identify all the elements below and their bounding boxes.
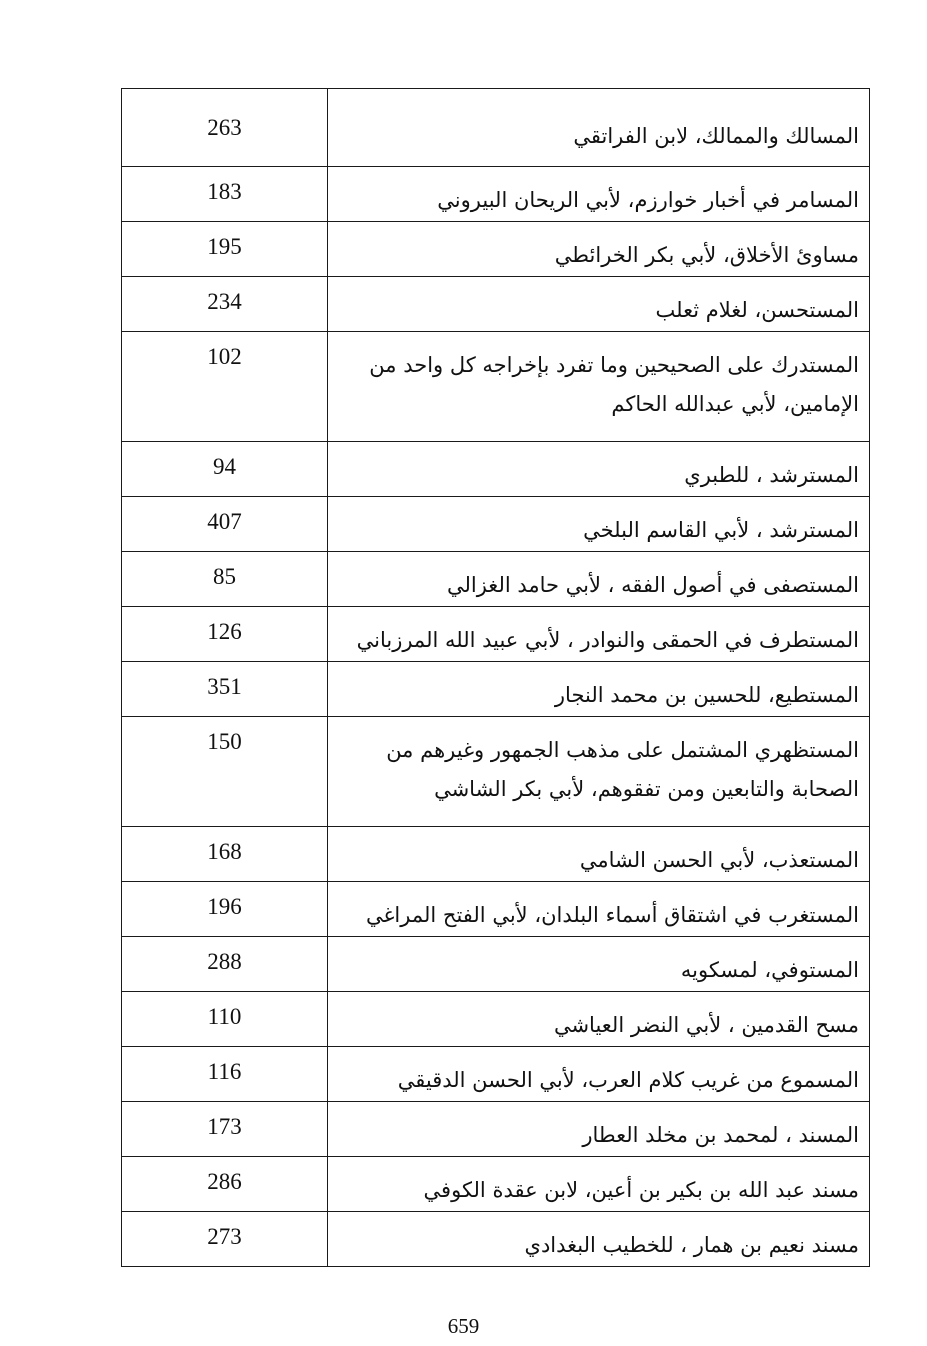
- table-row: [122, 937, 870, 992]
- book-title-cell: [328, 332, 870, 442]
- book-title: المسترشد ، للطبري: [684, 463, 859, 487]
- table-row: [122, 882, 870, 937]
- book-title-cell: [328, 882, 870, 937]
- book-title: مسند نعيم بن همار ، للخطيب البغدادي: [524, 1233, 859, 1257]
- page-number-cell: 351: [122, 662, 328, 717]
- book-title: المستحسن، لغلام ثعلب: [655, 298, 859, 322]
- table-row: [122, 497, 870, 552]
- table-row: [122, 1212, 870, 1267]
- book-title: المستغرب في اشتقاق أسماء البلدان، لأبي الفتح المراغي: [365, 903, 859, 927]
- table-row: [122, 552, 870, 607]
- book-title: المسترشد ، لأبي القاسم البلخي: [583, 518, 859, 542]
- page-number-cell: 85: [122, 552, 328, 607]
- book-title: المسامر في أخبار خوارزم، لأبي الريحان البيروني: [437, 188, 859, 212]
- book-title: المسند ، لمحمد بن مخلد العطار: [582, 1123, 859, 1147]
- book-title: المستعذب، لأبي الحسن الشامي: [579, 848, 859, 872]
- book-title-cell: [328, 89, 870, 167]
- page-number-cell: 407: [122, 497, 328, 552]
- book-title-cell: [328, 827, 870, 882]
- table-row: [122, 827, 870, 882]
- book-title: المستطيع، للحسين بن محمد النجار: [554, 683, 859, 707]
- page-number-cell: 263: [122, 89, 328, 167]
- book-title: مسح القدمين ، لأبي النضر العياشي: [553, 1013, 859, 1037]
- page-number-cell: 288: [122, 937, 328, 992]
- page-number-cell: 183: [122, 167, 328, 222]
- book-title: المستطرف في الحمقى والنوادر ، لأبي عبيد الله المرزباني: [356, 628, 859, 652]
- page-number-cell: 234: [122, 277, 328, 332]
- book-title-cell: [328, 1102, 870, 1157]
- book-title-cell: [328, 1157, 870, 1212]
- table-row: [122, 607, 870, 662]
- page-number-cell: 126: [122, 607, 328, 662]
- page-number-cell: 110: [122, 992, 328, 1047]
- page-number-footer: 659: [447, 1314, 480, 1338]
- book-title-cell: [328, 607, 870, 662]
- book-title: المسموع من غريب كلام العرب، لأبي الحسن الدقيقي: [397, 1068, 859, 1092]
- book-title-cell: [328, 552, 870, 607]
- book-title-cell: [328, 1047, 870, 1102]
- table-row: [122, 1102, 870, 1157]
- page-number-cell: 195: [122, 222, 328, 277]
- page-number-cell: 196: [122, 882, 328, 937]
- table-row: [122, 332, 870, 442]
- book-title-cell: [328, 1212, 870, 1267]
- book-title: المستوفي، لمسكويه: [680, 958, 859, 982]
- table-row: [122, 222, 870, 277]
- table-row: [122, 167, 870, 222]
- book-title-cell: [328, 277, 870, 332]
- table-row: [122, 992, 870, 1047]
- page-number-cell: 168: [122, 827, 328, 882]
- table-row: [122, 1047, 870, 1102]
- page-number-cell: 150: [122, 717, 328, 827]
- table-row: [122, 662, 870, 717]
- book-title-cell: [328, 717, 870, 827]
- page-number-cell: 286: [122, 1157, 328, 1212]
- table-row: [122, 277, 870, 332]
- book-title-cell: [328, 222, 870, 277]
- table-row: [122, 89, 870, 167]
- book-title: المستظهري المشتمل على مذهب الجمهور وغيرهم من الصحابة والتابعين ومن تفقوهم، لأبي بكر الشاشي: [386, 738, 859, 801]
- book-title: المسالك والممالك، لابن الفراتقي: [573, 124, 859, 148]
- page-number-cell: 94: [122, 442, 328, 497]
- book-title-cell: [328, 937, 870, 992]
- book-title: مسند عبد الله بن بكير بن أعين، لابن عقدة الكوفي: [423, 1178, 859, 1202]
- book-title: مساوئ الأخلاق، لأبي بكر الخرائطي: [554, 243, 859, 267]
- book-title-cell: [328, 497, 870, 552]
- table-row: [122, 1157, 870, 1212]
- index-table: [121, 88, 870, 1267]
- book-title-cell: [328, 662, 870, 717]
- table-row: [122, 717, 870, 827]
- page-number-cell: 116: [122, 1047, 328, 1102]
- page-number-cell: 173: [122, 1102, 328, 1157]
- book-title: المستدرك على الصحيحين وما تفرد بإخراجه كل واحد من الإمامين، لأبي عبدالله الحاكم: [369, 353, 859, 416]
- book-title: المستصفى في أصول الفقه ، لأبي حامد الغزالي: [446, 573, 859, 597]
- table-row: [122, 442, 870, 497]
- page-number-cell: 273: [122, 1212, 328, 1267]
- book-title-cell: [328, 167, 870, 222]
- book-title-cell: [328, 442, 870, 497]
- page-number-cell: 102: [122, 332, 328, 442]
- book-title-cell: [328, 992, 870, 1047]
